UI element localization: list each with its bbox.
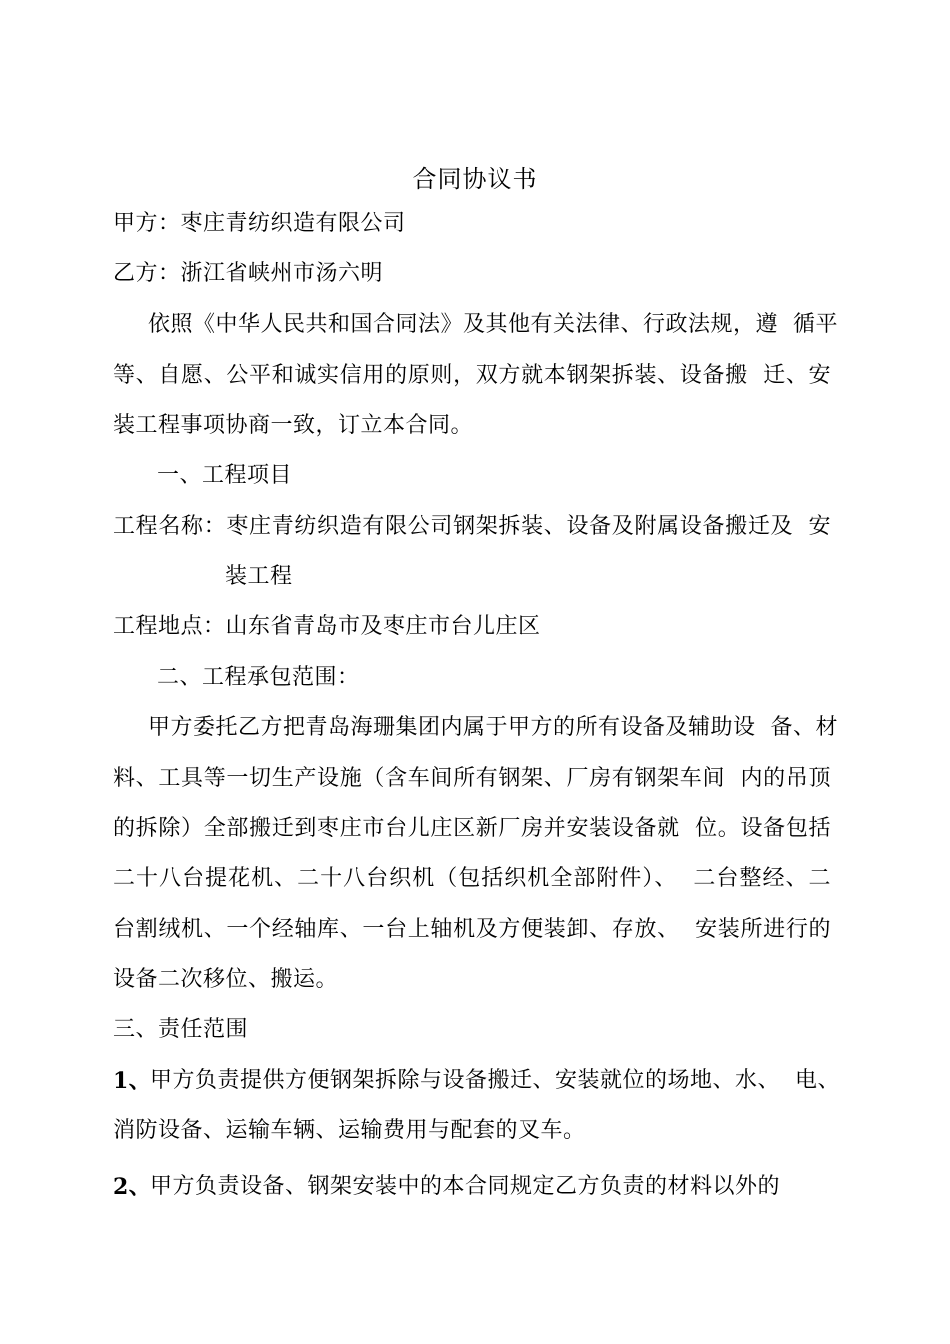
preamble-line: 等、自愿、公平和诚实信用的原则，双方就本钢架拆装、设备搬 迁、安 [113,363,831,388]
scope-line: 的拆除）全部搬迁到枣庄市台儿庄区新厂房并安装设备就 位。设备包括 [113,816,831,841]
section-heading-project: 一、工程项目 [157,463,293,488]
section-heading-responsibility: 三、责任范围 [113,1017,249,1042]
responsibility-item-line: 消防设备、运输车辆、运输费用与配套的叉车。 [113,1118,586,1143]
preamble-line: 依照《中华人民共和国合同法》及其他有关法律、行政法规，遵 循平 [148,312,838,337]
scope-line: 设备二次移位、搬运。 [113,967,339,992]
section-heading-scope: 二、工程承包范围： [157,665,360,690]
responsibility-item-line: 甲方负责提供方便钢架拆除与设备搬迁、安装就位的场地、水、 电、 [150,1068,840,1093]
scope-line: 二十八台提花机、二十八台织机（包括织机全部附件）、 二台整经、二 [113,866,831,891]
scope-line: 甲方委托乙方把青岛海珊集团内属于甲方的所有设备及辅助设 备、材 [148,715,838,740]
party-a: 甲方：枣庄青纺织造有限公司 [113,211,406,236]
project-location: 工程地点：山东省青岛市及枣庄市台儿庄区 [113,614,541,639]
preamble-line: 装工程事项协商一致，订立本合同。 [113,413,474,438]
project-name-line: 装工程 [225,564,293,589]
scope-line: 台割绒机、一个经轴库、一台上轴机及方便装卸、存放、 安装所进行的 [113,917,831,942]
scope-line: 料、工具等一切生产设施（含车间所有钢架、厂房有钢架车间 内的吊顶 [113,766,831,791]
party-b: 乙方：浙江省峡州市汤六明 [113,261,384,286]
item-number: 1、 [113,1068,152,1094]
responsibility-item-line: 甲方负责设备、钢架安装中的本合同规定乙方负责的材料以外的 [150,1174,781,1199]
item-number: 2、 [113,1174,152,1200]
document-title: 合同协议书 [412,165,538,193]
project-name-line: 工程名称：枣庄青纺织造有限公司钢架拆装、设备及附属设备搬迁及 安 [113,514,831,539]
